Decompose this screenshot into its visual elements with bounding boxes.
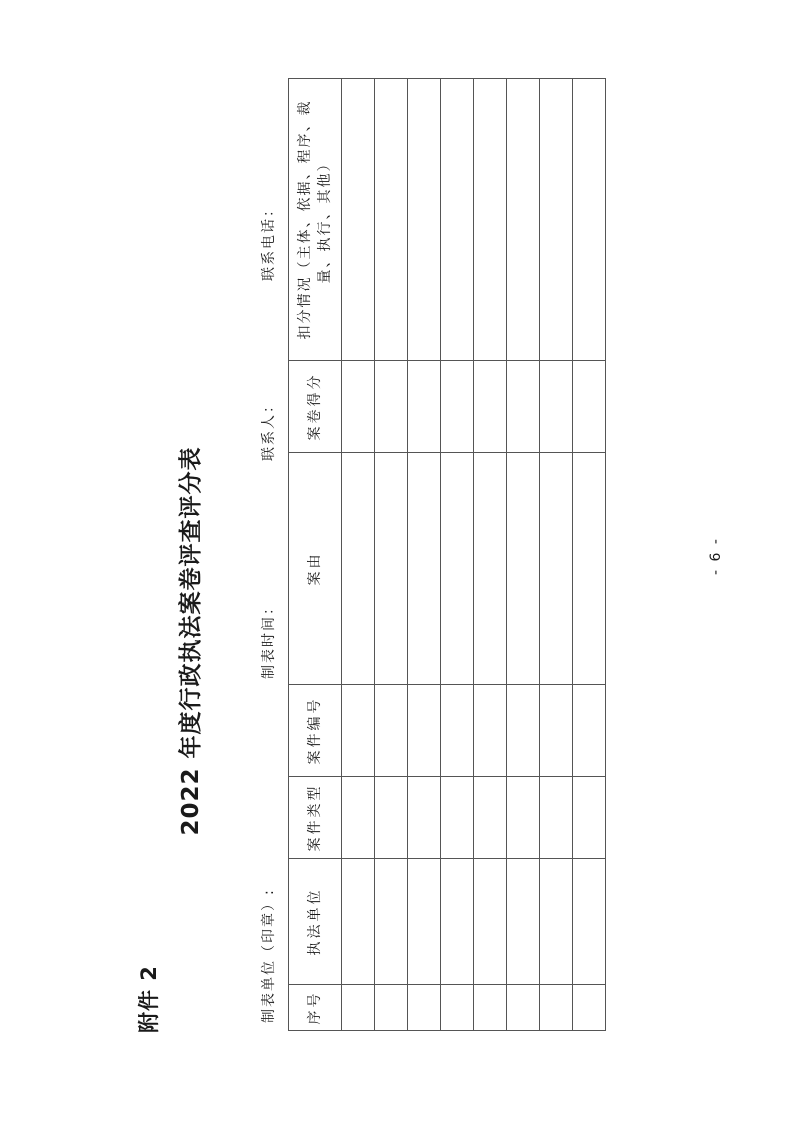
table-cell	[474, 685, 507, 777]
table-cell	[573, 361, 606, 453]
table-cell	[573, 985, 606, 1031]
table-cell	[474, 361, 507, 453]
table-cell	[474, 859, 507, 985]
table-cell	[441, 361, 474, 453]
meta-unit-label: 制表单位（印章）:	[261, 888, 277, 1023]
table-cell	[540, 985, 573, 1031]
table-cell	[540, 79, 573, 361]
table-cell	[573, 777, 606, 859]
table-cell	[408, 685, 441, 777]
table-cell	[540, 361, 573, 453]
table-cell	[441, 859, 474, 985]
col-header-case-number: 案件编号	[289, 685, 342, 777]
table-cell	[342, 859, 375, 985]
table-cell	[441, 985, 474, 1031]
table-row	[540, 79, 573, 1031]
col-header-case-cause: 案由	[289, 453, 342, 685]
col-header-agency: 执法单位	[289, 859, 342, 985]
meta-time-label: 制表时间：	[261, 599, 277, 679]
table-row	[474, 79, 507, 1031]
table-cell	[474, 79, 507, 361]
table-cell	[342, 79, 375, 361]
table-cell	[408, 777, 441, 859]
table-cell	[342, 361, 375, 453]
table-cell	[540, 777, 573, 859]
table-header-row	[289, 79, 342, 1031]
table-cell	[408, 361, 441, 453]
table-cell	[507, 985, 540, 1031]
col-header-index: 序号	[289, 985, 342, 1031]
attachment-label: 附件 2	[137, 965, 161, 1033]
page-number: - 6 -	[708, 537, 724, 575]
table-row	[342, 79, 375, 1031]
table-cell	[375, 685, 408, 777]
table-cell	[408, 859, 441, 985]
table-cell	[507, 79, 540, 361]
table-cell	[507, 361, 540, 453]
col-header-score: 案卷得分	[289, 361, 342, 453]
table-cell	[375, 985, 408, 1031]
table-cell	[375, 777, 408, 859]
score-table	[288, 78, 606, 1031]
table-cell	[507, 685, 540, 777]
table-cell	[573, 685, 606, 777]
table-cell	[540, 859, 573, 985]
table-body	[342, 79, 606, 1031]
table-cell	[507, 453, 540, 685]
table-row	[441, 79, 474, 1031]
table-cell	[507, 859, 540, 985]
table-cell	[408, 453, 441, 685]
table-cell	[342, 985, 375, 1031]
table-row	[507, 79, 540, 1031]
meta-phone-label: 联系电话：	[261, 201, 277, 281]
table-cell	[441, 453, 474, 685]
table-cell	[441, 777, 474, 859]
table-cell	[474, 777, 507, 859]
table-cell	[375, 453, 408, 685]
table-cell	[573, 453, 606, 685]
table-row	[408, 79, 441, 1031]
table-row	[375, 79, 408, 1031]
col-header-deductions: 扣分情况（主体、依据、程序、裁量、执行、其他）	[289, 79, 342, 361]
table-cell	[375, 859, 408, 985]
table-row	[573, 79, 606, 1031]
table-cell	[342, 777, 375, 859]
table-cell	[441, 685, 474, 777]
col-header-case-type: 案件类型	[289, 777, 342, 859]
table-cell	[540, 453, 573, 685]
table-cell	[441, 79, 474, 361]
table-cell	[342, 453, 375, 685]
table-cell	[507, 777, 540, 859]
table-cell	[474, 453, 507, 685]
table-cell	[375, 79, 408, 361]
table-cell	[474, 985, 507, 1031]
table-cell	[408, 985, 441, 1031]
table-cell	[573, 79, 606, 361]
table-cell	[408, 79, 441, 361]
table-cell	[375, 361, 408, 453]
table-cell	[342, 685, 375, 777]
meta-contact-label: 联系人：	[261, 397, 277, 461]
page-title: 2022 年度行政执法案卷评查评分表	[178, 446, 204, 836]
table-cell	[540, 685, 573, 777]
table-cell	[573, 859, 606, 985]
